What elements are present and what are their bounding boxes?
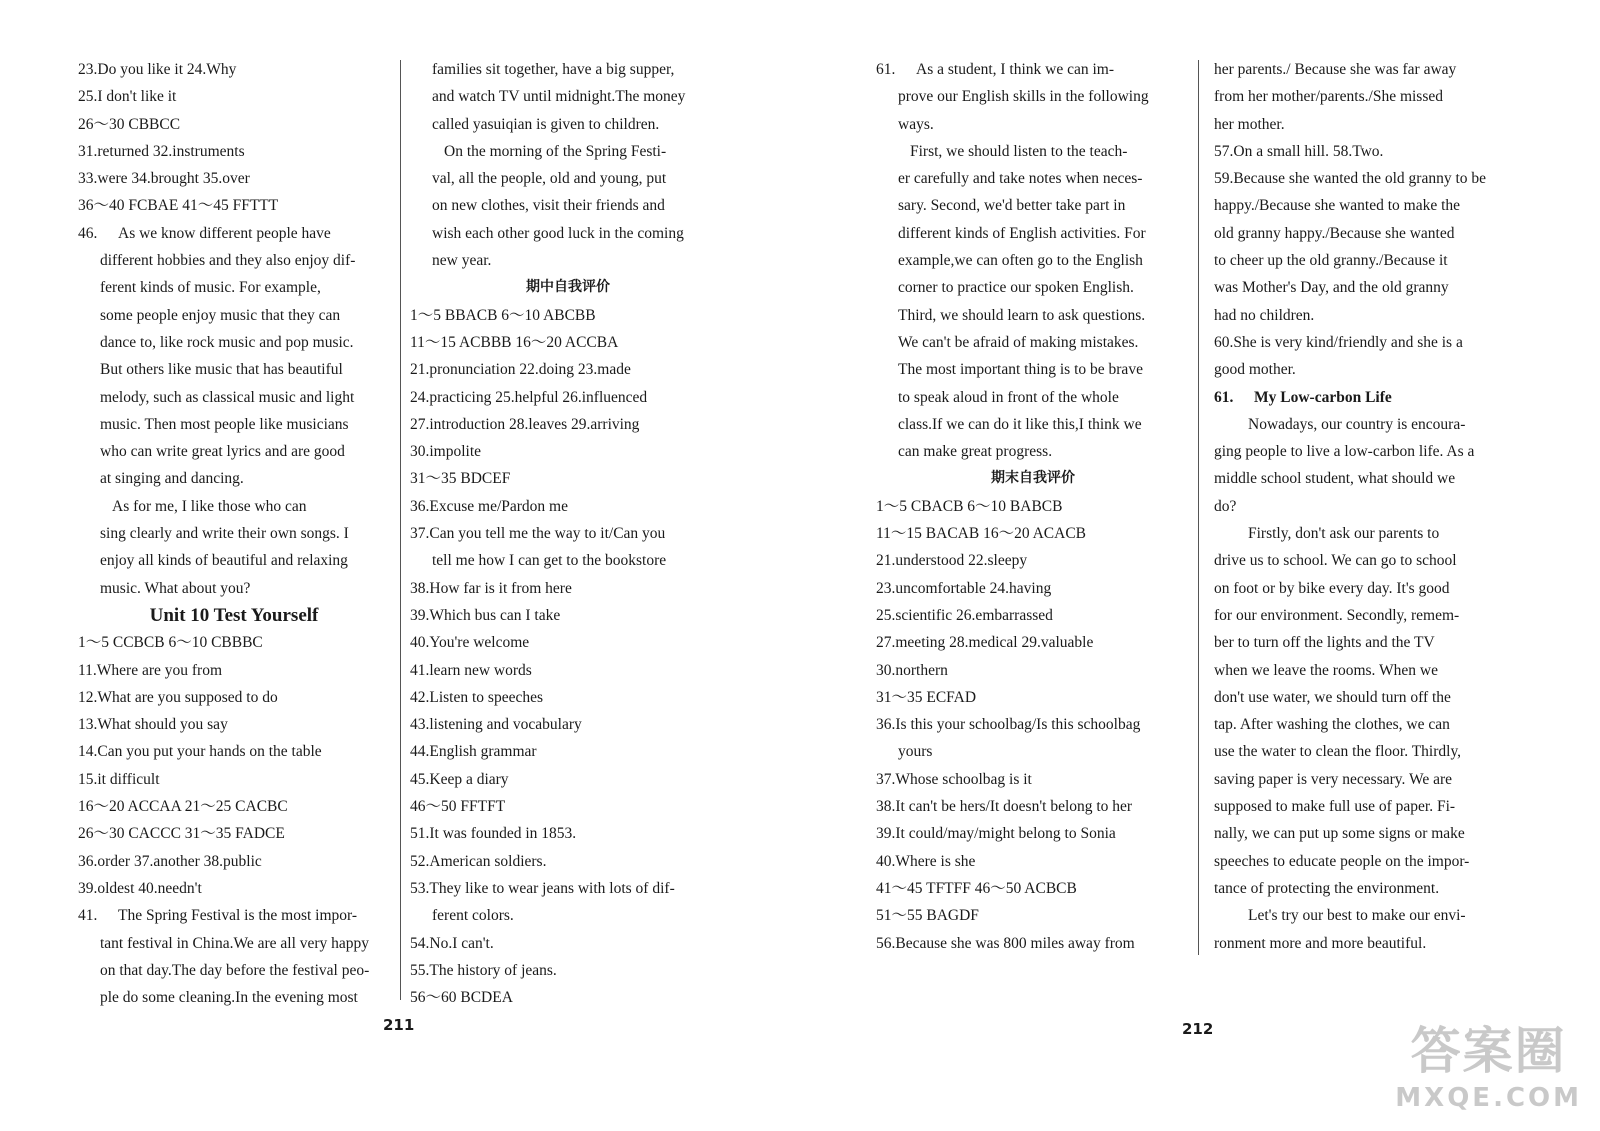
- answer-text: who can write great lyrics and are good: [100, 443, 345, 461]
- answer-text: 31～35 BDCEF: [410, 470, 511, 488]
- answer-line: [78, 83, 390, 110]
- answer-text: 60.She is very kind/friendly and she is a: [1214, 333, 1463, 351]
- answer-text: nally, we can put up some signs or make: [1214, 825, 1465, 843]
- page-211-right-column: [410, 56, 726, 1011]
- answer-text: 39.Which bus can I take: [410, 606, 561, 624]
- answer-line: [1214, 930, 1528, 957]
- page-211-left-column: [78, 56, 390, 1011]
- answer-text: The Spring Festival is the most impor-: [118, 907, 358, 925]
- answer-text: to speak aloud in front of the whole: [898, 388, 1119, 406]
- answer-text: good mother.: [1214, 361, 1296, 379]
- answer-text: Unit 10 Test Yourself: [149, 604, 319, 626]
- answer-text: 31.returned 32.instruments: [78, 142, 245, 160]
- answer-line: [78, 575, 390, 602]
- answer-line: [1214, 192, 1528, 219]
- answer-line: [410, 875, 726, 902]
- answer-text: ging people to live a low-carbon life. As a: [1214, 443, 1475, 461]
- answer-text: 36.order 37.another 38.public: [78, 852, 262, 870]
- answer-text: from her mother/parents./She missed: [1214, 88, 1444, 106]
- answer-line: [876, 165, 1190, 192]
- answer-line: [1214, 820, 1528, 847]
- answer-text: 14.Can you put your hands on the table: [78, 743, 322, 761]
- answer-text: 40.You're welcome: [410, 634, 530, 652]
- answer-line: [410, 793, 726, 820]
- answer-text: tap. After washing the clothes, we can: [1214, 716, 1450, 734]
- answer-text: Firstly, don't ask our parents to: [1248, 525, 1440, 543]
- answer-text: tell me how I can get to the bookstore: [432, 552, 667, 570]
- answer-text: 33.were 34.brought 35.over: [78, 170, 250, 188]
- answer-line: [876, 848, 1190, 875]
- answer-text: 46～50 FFTFT: [410, 798, 506, 816]
- answer-text: do?: [1214, 497, 1237, 515]
- answer-text: tant festival in China.We are all very happy: [100, 934, 370, 952]
- answer-text: 16～20 ACCAA 21～25 CACBC: [78, 798, 288, 816]
- answer-line: [410, 329, 726, 356]
- answer-text: sary. Second, we'd better take part in: [898, 197, 1126, 215]
- answer-text: supposed to make full use of paper. Fi-: [1214, 798, 1456, 816]
- answer-line: [78, 984, 390, 1011]
- answer-line: [876, 329, 1190, 356]
- answer-text: 11.Where are you from: [78, 661, 223, 679]
- answer-line: [876, 547, 1190, 574]
- question-number: 61.: [1214, 388, 1234, 406]
- answer-text: ferent kinds of music. For example,: [100, 279, 321, 297]
- answer-text: prove our English skills in the following: [898, 88, 1149, 106]
- answer-text: saving paper is very necessary. We are: [1214, 770, 1453, 788]
- answer-line: [876, 520, 1190, 547]
- answer-text: As for me, I like those who can: [112, 497, 307, 515]
- answer-line: [78, 411, 390, 438]
- answer-text: As we know different people have: [118, 224, 331, 242]
- page-212-left-column: [876, 56, 1190, 957]
- answer-line: [410, 165, 726, 192]
- answer-text: ber to turn off the lights and the TV: [1214, 634, 1435, 652]
- answer-line: [78, 848, 390, 875]
- answer-text: on that day.The day before the festival peo-: [100, 961, 370, 979]
- answer-line: [876, 111, 1190, 138]
- answer-line: [410, 356, 726, 383]
- answer-text: drive us to school. We can go to school: [1214, 552, 1457, 570]
- answer-text: melody, such as classical music and light: [100, 388, 355, 406]
- answer-text: 1～5 BBACB 6～10 ABCBB: [410, 306, 596, 324]
- answer-line: [876, 247, 1190, 274]
- answer-text: different kinds of English activities. For: [898, 224, 1146, 242]
- answer-text: ways.: [898, 115, 934, 133]
- answer-text: 26～30 CACCC 31～35 FADCE: [78, 825, 285, 843]
- answer-line: [1214, 302, 1528, 329]
- answer-text: 36.Is this your schoolbag/Is this schoolbag: [876, 716, 1141, 734]
- answer-text: 40.Where is she: [876, 852, 976, 870]
- answer-text: speeches to educate people on the impor-: [1214, 852, 1470, 870]
- answer-line: [876, 930, 1190, 957]
- answer-line: [78, 930, 390, 957]
- answer-text: 26～30 CBBCC: [78, 115, 181, 133]
- question-number: 61.: [876, 61, 896, 78]
- answer-text: music. What about you?: [100, 579, 251, 597]
- answer-line: [78, 957, 390, 984]
- answer-line: [78, 711, 390, 738]
- answer-line: [876, 274, 1190, 301]
- answer-line: [78, 274, 390, 301]
- answer-text: But others like music that has beautiful: [100, 361, 343, 379]
- answer-text: families sit together, have a big supper,: [432, 61, 675, 78]
- answer-line: [876, 738, 1190, 765]
- answer-line: [410, 438, 726, 465]
- answer-line: [876, 575, 1190, 602]
- answer-line: [876, 138, 1190, 165]
- answer-line: [78, 493, 390, 520]
- answer-text: 30.impolite: [410, 443, 482, 461]
- answer-text: dance to, like rock music and pop music.: [100, 333, 354, 351]
- answer-text: some people enjoy music that they can: [100, 306, 341, 324]
- answer-line: [78, 738, 390, 765]
- column-divider: [400, 60, 401, 1000]
- answer-line: [876, 766, 1190, 793]
- answer-text: 1～5 CBACB 6～10 BABCB: [876, 497, 1063, 515]
- answer-line: [78, 302, 390, 329]
- answer-line: [876, 793, 1190, 820]
- answer-text: 31～35 ECFAD: [876, 688, 977, 706]
- answer-text: 41～45 TFTFF 46～50 ACBCB: [876, 879, 1077, 897]
- answer-text: 55.The history of jeans.: [410, 961, 557, 979]
- answer-line: [1214, 465, 1528, 492]
- answer-text: 51～55 BAGDF: [876, 907, 979, 925]
- answer-text: As a student, I think we can im-: [916, 61, 1115, 78]
- page-number: 212: [1182, 1020, 1214, 1038]
- answer-line: [876, 657, 1190, 684]
- answer-text: 23.uncomfortable 24.having: [876, 579, 1052, 597]
- answer-text: class.If we can do it like this,I think we: [898, 415, 1142, 433]
- answer-text: to cheer up the old granny./Because it: [1214, 252, 1448, 270]
- answer-line: [1214, 684, 1528, 711]
- answer-text: 24.practicing 25.helpful 26.influenced: [410, 388, 648, 406]
- answer-text: on new clothes, visit their friends and: [432, 197, 665, 215]
- answer-line: [876, 711, 1190, 738]
- answer-text: 36.Excuse me/Pardon me: [410, 497, 568, 515]
- answer-text: 25.I don't like it: [78, 88, 177, 106]
- answer-text: old granny happy./Because she wanted: [1214, 224, 1455, 242]
- answer-line: [78, 356, 390, 383]
- answer-line: [410, 465, 726, 492]
- answer-line: [1214, 547, 1528, 574]
- answer-line: [410, 629, 726, 656]
- answer-line: [1214, 629, 1528, 656]
- answer-line: [410, 138, 726, 165]
- answer-text: 30.northern: [876, 661, 948, 679]
- answer-text: 52.American soldiers.: [410, 852, 547, 870]
- answer-text: ronment more and more beautiful.: [1214, 934, 1427, 952]
- answer-line: [410, 902, 726, 929]
- answer-line: [876, 302, 1190, 329]
- answer-text: and watch TV until midnight.The money: [432, 88, 686, 106]
- answer-text: ferent colors.: [432, 907, 514, 925]
- answer-line: [78, 247, 390, 274]
- answer-line: [78, 793, 390, 820]
- answer-text: at singing and dancing.: [100, 470, 244, 488]
- answer-line: [78, 520, 390, 547]
- answer-text: 53.They like to wear jeans with lots of dif-: [410, 879, 675, 897]
- answer-text: happy./Because she wanted to make the: [1214, 197, 1461, 215]
- answer-line: [876, 465, 1190, 492]
- answer-line: [78, 329, 390, 356]
- answer-text: sing clearly and write their own songs. I: [100, 525, 349, 543]
- answer-line: [78, 766, 390, 793]
- answer-line: [410, 766, 726, 793]
- answer-text: her parents./ Because she was far away: [1214, 61, 1457, 78]
- answer-text: 13.What should you say: [78, 716, 228, 734]
- answer-text: 44.English grammar: [410, 743, 537, 761]
- answer-line: [1214, 875, 1528, 902]
- answer-line: [1214, 220, 1528, 247]
- answer-text: her mother.: [1214, 115, 1285, 133]
- answer-line: [78, 165, 390, 192]
- answer-line: [1214, 493, 1528, 520]
- answer-line: [410, 848, 726, 875]
- answer-text: 59.Because she wanted the old granny to be: [1214, 170, 1487, 188]
- answer-line: [410, 711, 726, 738]
- answer-line: [78, 684, 390, 711]
- answer-line: [1214, 247, 1528, 274]
- answer-line: [1214, 657, 1528, 684]
- answer-line: [1214, 83, 1528, 110]
- answer-text: wish each other good luck in the coming: [432, 224, 684, 242]
- answer-line: [410, 411, 726, 438]
- answer-text: don't use water, we should turn off the: [1214, 688, 1451, 706]
- answer-line: [1214, 274, 1528, 301]
- answer-text: 27.meeting 28.medical 29.valuable: [876, 634, 1094, 652]
- answer-line: [1214, 711, 1528, 738]
- answer-line: [1214, 793, 1528, 820]
- answer-text: corner to practice our spoken English.: [898, 279, 1134, 297]
- answer-text: ple do some cleaning.In the evening most: [100, 989, 358, 1007]
- answer-line: [78, 438, 390, 465]
- answer-text: 11～15 ACBBB 16～20 ACCBA: [410, 333, 619, 351]
- watermark-en: MXQE.COM: [1395, 1083, 1582, 1113]
- answer-line: [78, 629, 390, 656]
- answer-line: [1214, 520, 1528, 547]
- answer-line: [410, 575, 726, 602]
- answer-text: had no children.: [1214, 306, 1315, 324]
- answer-text: 38.It can't be hers/It doesn't belong to her: [876, 798, 1133, 816]
- answer-text: 15.it difficult: [78, 770, 160, 788]
- answer-text: use the water to clean the floor. Thirdly,: [1214, 743, 1462, 761]
- answer-line: [1214, 438, 1528, 465]
- answer-text: tance of protecting the environment.: [1214, 879, 1440, 897]
- answer-line: [78, 875, 390, 902]
- answer-line: [410, 684, 726, 711]
- answer-line: [410, 111, 726, 138]
- answer-line: [1214, 848, 1528, 875]
- page-number: 211: [383, 1016, 415, 1034]
- answer-text: 43.listening and vocabulary: [410, 716, 582, 734]
- answer-line: [876, 902, 1190, 929]
- answer-line: [410, 984, 726, 1011]
- answer-text: 41.learn new words: [410, 661, 532, 679]
- answer-line: [78, 820, 390, 847]
- answer-line: [876, 192, 1190, 219]
- answer-text: 12.What are you supposed to do: [78, 688, 278, 706]
- answer-line: [876, 684, 1190, 711]
- answer-line: [1214, 111, 1528, 138]
- answer-text: middle school student, what should we: [1214, 470, 1456, 488]
- answer-text: when we leave the rooms. When we: [1214, 661, 1438, 679]
- answer-text: 23.Do you like it 24.Why: [78, 61, 237, 78]
- answer-text: 25.scientific 26.embarrassed: [876, 606, 1053, 624]
- answer-line: [876, 438, 1190, 465]
- answer-line: [410, 493, 726, 520]
- answer-line: [410, 83, 726, 110]
- answer-line: [1214, 738, 1528, 765]
- answer-text: for our environment. Secondly, remem-: [1214, 606, 1460, 624]
- answer-line: [410, 930, 726, 957]
- answer-text: On the morning of the Spring Festi-: [444, 142, 667, 160]
- answer-text: 37.Can you tell me the way to it/Can you: [410, 525, 666, 543]
- answer-line: [78, 220, 390, 247]
- answer-text: Nowadays, our country is encoura-: [1248, 415, 1466, 433]
- answer-line: [410, 820, 726, 847]
- answer-text: 38.How far is it from here: [410, 579, 572, 597]
- answer-text: example,we can often go to the English: [898, 252, 1143, 270]
- answer-line: [1214, 329, 1528, 356]
- answer-text: 45.Keep a diary: [410, 770, 509, 788]
- answer-line: [410, 56, 726, 83]
- answer-text: enjoy all kinds of beautiful and relaxing: [100, 552, 348, 570]
- answer-line: [1214, 138, 1528, 165]
- answer-text: different hobbies and they also enjoy dif-: [100, 252, 356, 270]
- answer-line: [1214, 602, 1528, 629]
- answer-text: val, all the people, old and young, put: [432, 170, 667, 188]
- answer-line: [876, 493, 1190, 520]
- answer-text: We can't be afraid of making mistakes.: [898, 333, 1139, 351]
- answer-line: [1214, 384, 1528, 411]
- watermark-logo: [1395, 1011, 1582, 1113]
- answer-line: [78, 111, 390, 138]
- answer-text: was Mother's Day, and the old granny: [1214, 279, 1449, 297]
- answer-line: [1214, 165, 1528, 192]
- answer-text: 1～5 CCBCB 6～10 CBBBC: [78, 634, 263, 652]
- watermark-cn: 答案圈: [1410, 1022, 1567, 1080]
- answer-line: [410, 520, 726, 547]
- answer-line: [876, 602, 1190, 629]
- answer-text: 42.Listen to speeches: [410, 688, 544, 706]
- answer-line: [410, 602, 726, 629]
- answer-text: Third, we should learn to ask questions.: [898, 306, 1146, 324]
- answer-text: My Low-carbon Life: [1254, 388, 1392, 406]
- answer-text: 39.It could/may/might belong to Sonia: [876, 825, 1116, 843]
- question-number: 46.: [78, 224, 98, 242]
- answer-line: [1214, 56, 1528, 83]
- answer-text: 56～60 BCDEA: [410, 989, 513, 1007]
- answer-text: First, we should listen to the teach-: [910, 142, 1128, 160]
- answer-line: [78, 192, 390, 219]
- answer-line: [876, 83, 1190, 110]
- answer-text: yours: [898, 743, 933, 761]
- answer-text: 56.Because she was 800 miles away from: [876, 934, 1135, 952]
- answer-line: [876, 356, 1190, 383]
- answer-text: 37.Whose schoolbag is it: [876, 770, 1032, 788]
- page-212-right-column: [1214, 56, 1528, 957]
- answer-text: 21.understood 22.sleepy: [876, 552, 1028, 570]
- answer-line: [410, 957, 726, 984]
- answer-text: 期中自我评价: [526, 279, 610, 296]
- answer-line: [410, 384, 726, 411]
- answer-line: [78, 902, 390, 929]
- answer-line: [876, 629, 1190, 656]
- answer-line: [876, 875, 1190, 902]
- answer-line: [876, 56, 1190, 83]
- column-divider: [1198, 60, 1199, 955]
- answer-line: [410, 302, 726, 329]
- answer-text: er carefully and take notes when neces-: [898, 170, 1143, 188]
- answer-line: [78, 384, 390, 411]
- answer-line: [1214, 575, 1528, 602]
- answer-line: [78, 56, 390, 83]
- answer-line: [410, 220, 726, 247]
- answer-line: [78, 602, 390, 629]
- answer-line: [410, 547, 726, 574]
- answer-line: [410, 738, 726, 765]
- answer-line: [876, 820, 1190, 847]
- answer-text: Let's try our best to make our envi-: [1248, 907, 1466, 925]
- answer-text: 51.It was founded in 1853.: [410, 825, 577, 843]
- answer-line: [78, 547, 390, 574]
- answer-line: [1214, 902, 1528, 929]
- answer-line: [410, 657, 726, 684]
- answer-line: [410, 274, 726, 301]
- answer-text: 54.No.I can't.: [410, 934, 494, 952]
- answer-line: [1214, 411, 1528, 438]
- answer-line: [876, 384, 1190, 411]
- answer-text: on foot or by bike every day. It's good: [1214, 579, 1450, 597]
- answer-text: 期末自我评价: [991, 470, 1075, 487]
- answer-line: [78, 657, 390, 684]
- answer-text: 21.pronunciation 22.doing 23.made: [410, 361, 631, 379]
- answer-text: 11～15 BACAB 16～20 ACACB: [876, 525, 1086, 543]
- answer-line: [876, 220, 1190, 247]
- answer-text: 57.On a small hill. 58.Two.: [1214, 142, 1384, 160]
- answer-line: [410, 247, 726, 274]
- answer-text: 36～40 FCBAE 41～45 FFTTT: [78, 197, 279, 215]
- answer-line: [78, 465, 390, 492]
- answer-line: [876, 411, 1190, 438]
- answer-line: [1214, 356, 1528, 383]
- answer-text: called yasuiqian is given to children.: [432, 115, 660, 133]
- answer-line: [410, 192, 726, 219]
- question-number: 41.: [78, 907, 98, 925]
- answer-text: can make great progress.: [898, 443, 1053, 461]
- answer-text: 39.oldest 40.needn't: [78, 879, 202, 897]
- answer-text: new year.: [432, 252, 492, 270]
- answer-line: [78, 138, 390, 165]
- answer-text: 27.introduction 28.leaves 29.arriving: [410, 415, 640, 433]
- answer-text: The most important thing is to be brave: [898, 361, 1143, 379]
- answer-text: music. Then most people like musicians: [100, 415, 349, 433]
- answer-line: [1214, 766, 1528, 793]
